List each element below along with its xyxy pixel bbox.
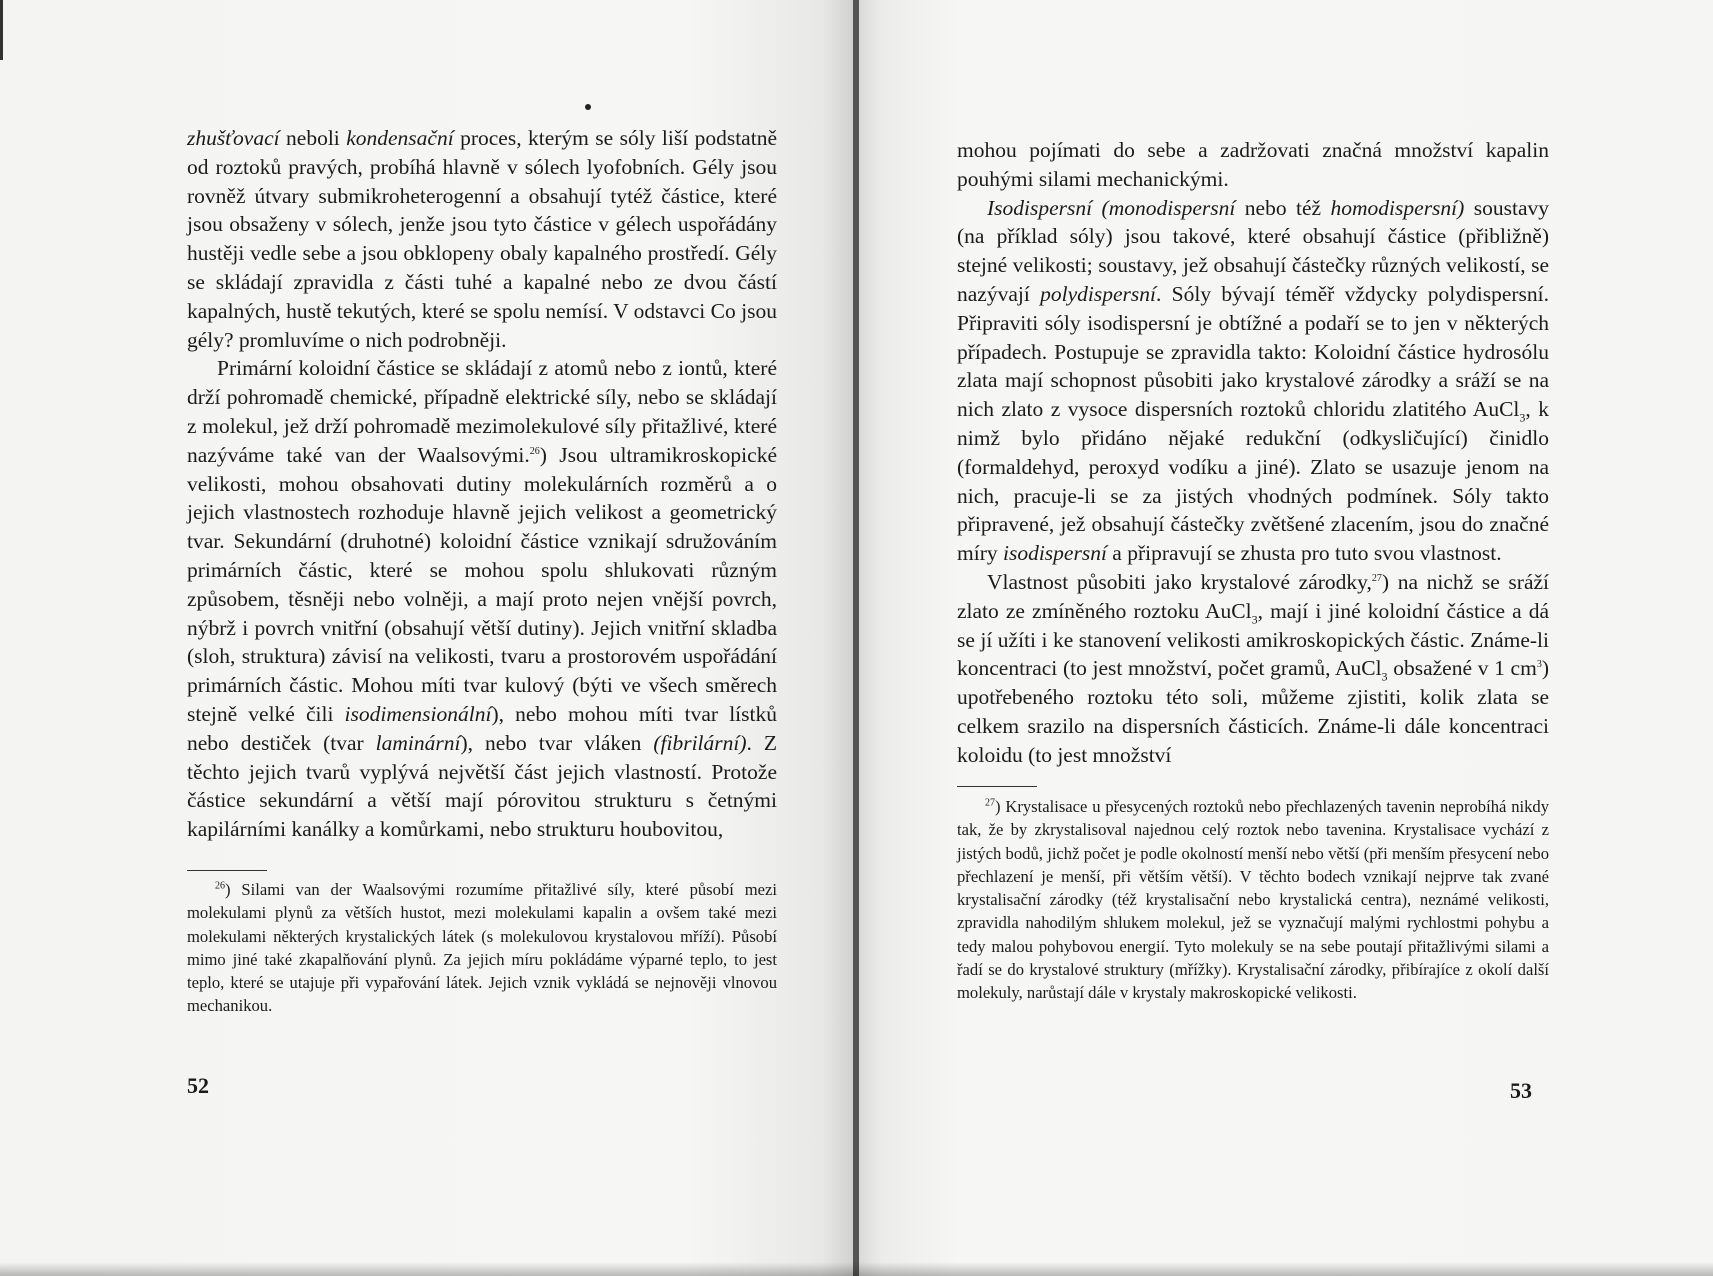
italic-text: zhušťovací: [187, 126, 280, 150]
left-body-text: [187, 124, 777, 844]
italic-text: (fibrilární): [653, 730, 747, 755]
paragraph: [187, 124, 777, 354]
paragraph: [957, 136, 1549, 194]
superscript: 3: [1536, 659, 1542, 671]
paragraph: [957, 568, 1549, 770]
italic-text: homodispersní): [1330, 195, 1465, 220]
text-run: ), nebo tvar vláken: [460, 730, 654, 755]
italic-text: Isodispersní (monodispersní: [987, 195, 1236, 220]
italic-text: laminární: [375, 730, 461, 755]
text-run: ) Jsou ultramikroskopické velikosti, mohou obsahovati dutiny molekulárních rozměrů a o jejich vlastnostech rozhoduje hlavně jejich velikost a geometrický tvar. Sekundární (druhotné) koloidní částice vznikají sdružováním primárních částic, které se mohou spolu shlukovati různým způsobem, těsněji nebo volněji, a mají proto nejen vnější povrch, nýbrž i povrch vnitřní (obsahují větší dutiny). Jejich vnitřní skladba (sloh, struktura) závisí na velikosti, tvaru a prostorovém uspořádání primárních částic. Mohou míti tvar kulový (býti ve všech směrech stejně velké čili: [187, 442, 777, 726]
text-run: soustavy (na příklad sóly) jsou takové, které obsahují částice (přibližně) stejné velikosti; soustavy, jež obsahují částečky různých velikostí, se nazývají: [957, 195, 1550, 306]
page-edge-mark: [0, 0, 3, 60]
paragraph: [957, 194, 1549, 568]
italic-text: isodimensionální: [344, 701, 492, 726]
text-run: . Sóly bývají téměř vždycky polydispersní. Připraviti sóly isodispersní je obtížné a podaří se to jen v některých případech. Postupuje se zpravidla takto: Koloidní částice hydrosólu zlata mají schopnost působiti jako krystalové zárodky a sráží se na nich zlato z vysoce dispersních roztoků chloridu zlatitého AuCl: [957, 281, 1549, 422]
text-run: ) Silami van der Waalsovými rozumíme přitažlivé síly, které působí mezi molekulami plynů za větších hustot, mezi molekulami kapalin a ovšem také mezi molekulami některých krystalických látek (s molekulovou krystalovou mříží). Působí mimo jiné také zkapalňování plynů. Za jejich míru pokládáme výparné teplo, to jest teplo, které se utajuje při vypařování látek. Jejich vznik vykládá se nejnověji vlnovou mechanikou.: [187, 880, 777, 1016]
subscript: 3: [1519, 410, 1526, 425]
superscript: 27: [985, 797, 995, 809]
right-page: [856, 0, 1713, 1276]
text-run: nebo též: [1235, 195, 1331, 220]
subscript: 3: [1251, 612, 1258, 627]
left-page-number: 52: [187, 1073, 209, 1098]
italic-text: kondensační: [346, 126, 454, 150]
footnote-paragraph: [187, 878, 777, 1018]
right-body-text: [957, 136, 1549, 770]
text-run: obsažené v 1 cm: [1387, 656, 1537, 681]
left-page: [0, 0, 856, 1276]
right-footnote-rule: [957, 786, 1037, 787]
text-run: ), nebo mohou míti tvar lístků nebo destiček (tvar: [187, 701, 777, 755]
text-run: a připravují se zhusta pro tuto svou vlastnost.: [1106, 541, 1502, 566]
superscript: 26: [215, 880, 225, 892]
right-footnote: [957, 795, 1549, 1005]
italic-text: isodispersní: [1002, 541, 1107, 566]
paragraph: [187, 354, 777, 844]
text-run: ) na nichž se sráží zlato ze zmíněného roztoku AuCl: [957, 569, 1549, 623]
superscript: 26: [529, 445, 540, 457]
text-run: Primární koloidní částice se skládají z atomů nebo z iontů, které drží pohromadě chemické, případně elektrické síly, nebo se skládají z molekul, jež drží pohromadě mezimolekulové síly přitažlivé, které nazýváme také van der Waalsovými.: [187, 356, 777, 467]
italic-text: polydispersní: [1040, 281, 1156, 306]
text-run: ) Krystalisace u přesycených roztoků nebo přechlazených tavenin neprobíhá nikdy tak, že by zkrystalisoval najednou celý roztok nebo tavenina. Krystalisace vychází z jistých bodů, jichž počet je podle okolností menší nebo větší (při menším přesycení nebo přechlazení je menší, při větším větší). V těchto bodech vznikají nejprve tak zvané krystalisační zárodky (též krystalisační nebo krystalická centra), neznámé velikosti, zpravidla nahodilým shlukem molekul, jež se vyznačují malými rychlostmi pohybu a tedy malou pohybovou energií. Tyto molekuly se na sebe poutají přitažlivými silami a řadí se do krystalové struktury (mřížky). Krystalisační zárodky, přibírajíce z okolí další molekuly, narůstají dále v krystaly makroskopické velikosti.: [957, 797, 1549, 1003]
superscript: 27: [1371, 572, 1382, 584]
bottom-shadow: [0, 1262, 1713, 1276]
footnote-paragraph: [957, 795, 1549, 1005]
book-spine: [853, 0, 859, 1276]
text-run: ) upotřebeného roztoku této soli, můžeme zjistiti, kolik zlata se celkem srazilo na dispersních částicích. Známe-li dále koncentraci koloidu (to jest množství: [957, 656, 1549, 767]
print-dot: [585, 104, 591, 110]
left-footnote-rule: [187, 870, 267, 871]
left-footnote: [187, 878, 777, 1018]
text-run: , k nimž bylo přidáno nějaké redukční (odkysličující) činidlo (formaldehyd, peroxyd vodíku a jiné). Zlato se usazuje jenom na nich, pracuje-li se za jistých vhodných podmínek. Sóly takto připravené, jež obsahují částečky zvětšené zlacením, jsou do značné míry: [957, 397, 1549, 566]
text-run: proces, kterým se sóly liší podstatně od roztoků pravých, probíhá hlavně v sólech lyofobních. Gély jsou rovněž útvary submikroheterogenní a obsahují tytéž částice, které jsou obsaženy v sólech, jenže jsou tyto částice v gélech uspořádány hustěji vedle sebe a jsou obklopeny obaly kapalného prostředí. Gély se skládají zpravidla z části tuhé a kapalné nebo ze dvou částí kapalných, hustě tekutých, které se spolu nemísí. V odstavci Co jsou gély? promluvíme o nich podrobněji.: [187, 126, 777, 352]
text-run: mohou pojímati do sebe a zadržovati značná množství kapalin pouhými silami mechanickými.: [957, 138, 1549, 191]
subscript: 3: [1381, 669, 1388, 684]
text-run: neboli: [279, 126, 347, 150]
text-run: . Z těchto jejich tvarů vyplývá největší část jejich vlastností. Protože částice sekundární a větší mají pórovitou strukturu s četnými kapilárními kanálky a komůrkami, nebo strukturu houbovitou,: [187, 730, 777, 842]
right-page-number: 53: [1510, 1078, 1532, 1103]
text-run: , mají i jiné koloidní částice a dá se jí užíti i ke stanovení velikosti amikroskopických částic. Známe-li koncentraci (to jest množství, počet gramů, AuCl: [957, 598, 1549, 681]
text-run: Vlastnost působiti jako krystalové zárodky,: [987, 569, 1372, 594]
